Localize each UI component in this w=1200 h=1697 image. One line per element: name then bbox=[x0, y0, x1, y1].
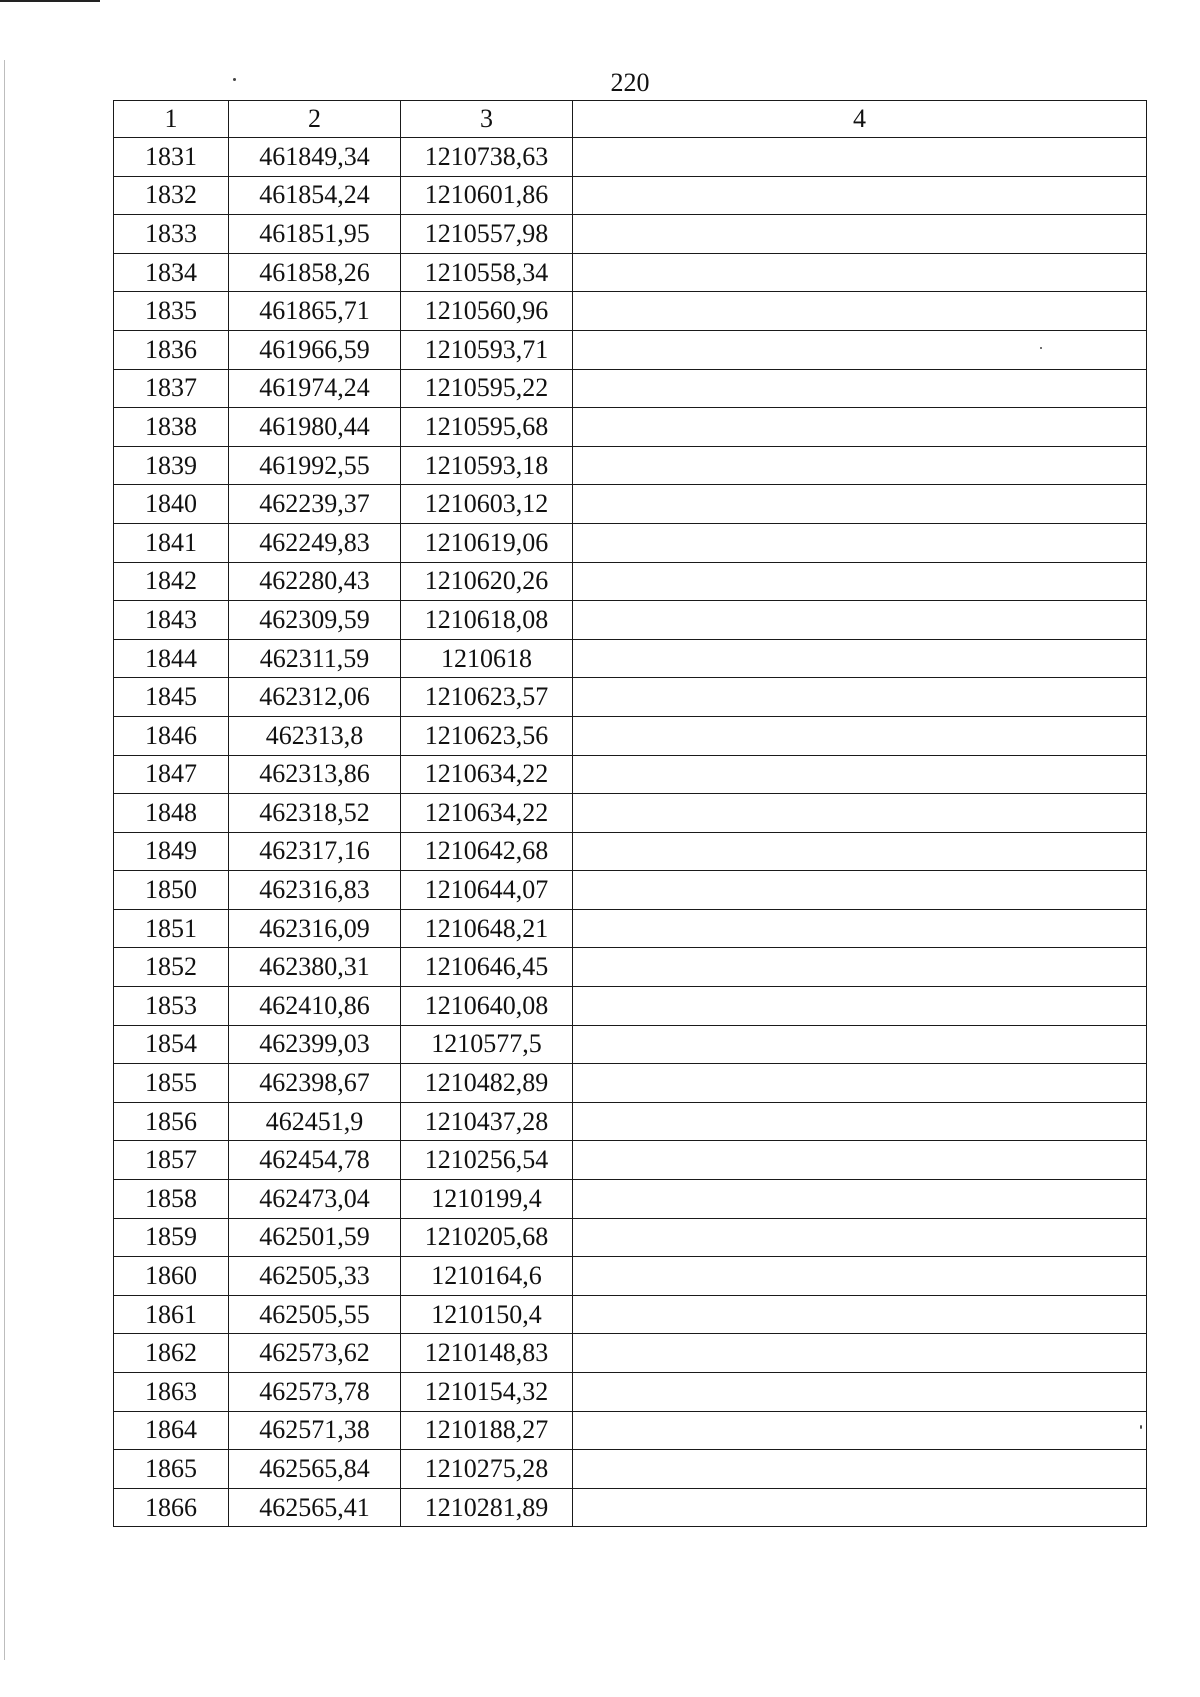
point-number-cell: 1866 bbox=[114, 1488, 229, 1527]
y-coordinate-cell: 1210640,08 bbox=[401, 987, 573, 1026]
x-coordinate-cell: 461851,95 bbox=[229, 215, 401, 254]
note-cell bbox=[573, 1064, 1147, 1103]
note-cell bbox=[573, 1334, 1147, 1373]
point-number-cell: 1858 bbox=[114, 1180, 229, 1219]
x-coordinate-cell: 461980,44 bbox=[229, 408, 401, 447]
x-coordinate-cell: 462380,31 bbox=[229, 948, 401, 987]
point-number-cell: 1838 bbox=[114, 408, 229, 447]
y-coordinate-cell: 1210558,34 bbox=[401, 253, 573, 292]
note-cell bbox=[573, 1488, 1147, 1527]
x-coordinate-cell: 462505,33 bbox=[229, 1257, 401, 1296]
x-coordinate-cell: 462573,78 bbox=[229, 1373, 401, 1412]
x-coordinate-cell: 462410,86 bbox=[229, 987, 401, 1026]
table-body bbox=[114, 138, 1147, 1527]
x-coordinate-cell: 462249,83 bbox=[229, 523, 401, 562]
table-row bbox=[114, 1025, 1147, 1064]
note-cell bbox=[573, 987, 1147, 1026]
y-coordinate-cell: 1210482,89 bbox=[401, 1064, 573, 1103]
table-row bbox=[114, 215, 1147, 254]
point-number-cell: 1861 bbox=[114, 1295, 229, 1334]
x-coordinate-cell: 462505,55 bbox=[229, 1295, 401, 1334]
note-cell bbox=[573, 1102, 1147, 1141]
table-row bbox=[114, 1488, 1147, 1527]
y-coordinate-cell: 1210256,54 bbox=[401, 1141, 573, 1180]
point-number-cell: 1846 bbox=[114, 716, 229, 755]
note-cell bbox=[573, 1373, 1147, 1412]
point-number-cell: 1840 bbox=[114, 485, 229, 524]
point-number-cell: 1850 bbox=[114, 871, 229, 910]
point-number-cell: 1837 bbox=[114, 369, 229, 408]
point-number-cell: 1831 bbox=[114, 138, 229, 177]
note-cell bbox=[573, 639, 1147, 678]
note-cell bbox=[573, 292, 1147, 331]
x-coordinate-cell: 462313,86 bbox=[229, 755, 401, 794]
note-cell bbox=[573, 369, 1147, 408]
x-coordinate-cell: 462239,37 bbox=[229, 485, 401, 524]
table-row bbox=[114, 987, 1147, 1026]
point-number-cell: 1839 bbox=[114, 446, 229, 485]
note-cell bbox=[573, 678, 1147, 717]
scan-speck bbox=[233, 78, 236, 81]
table-row bbox=[114, 832, 1147, 871]
x-coordinate-cell: 462311,59 bbox=[229, 639, 401, 678]
table-row bbox=[114, 948, 1147, 987]
x-coordinate-cell: 461966,59 bbox=[229, 330, 401, 369]
y-coordinate-cell: 1210593,71 bbox=[401, 330, 573, 369]
x-coordinate-cell: 461858,26 bbox=[229, 253, 401, 292]
note-cell bbox=[573, 1295, 1147, 1334]
x-coordinate-cell: 461865,71 bbox=[229, 292, 401, 331]
column-header-2: 2 bbox=[229, 101, 401, 138]
y-coordinate-cell: 1210164,6 bbox=[401, 1257, 573, 1296]
point-number-cell: 1859 bbox=[114, 1218, 229, 1257]
y-coordinate-cell: 1210205,68 bbox=[401, 1218, 573, 1257]
table-row bbox=[114, 794, 1147, 833]
point-number-cell: 1862 bbox=[114, 1334, 229, 1373]
point-number-cell: 1832 bbox=[114, 176, 229, 215]
note-cell bbox=[573, 794, 1147, 833]
y-coordinate-cell: 1210646,45 bbox=[401, 948, 573, 987]
point-number-cell: 1843 bbox=[114, 601, 229, 640]
y-coordinate-cell: 1210603,12 bbox=[401, 485, 573, 524]
point-number-cell: 1849 bbox=[114, 832, 229, 871]
note-cell bbox=[573, 408, 1147, 447]
x-coordinate-cell: 462454,78 bbox=[229, 1141, 401, 1180]
table-row bbox=[114, 639, 1147, 678]
y-coordinate-cell: 1210281,89 bbox=[401, 1488, 573, 1527]
x-coordinate-cell: 462565,41 bbox=[229, 1488, 401, 1527]
x-coordinate-cell: 462317,16 bbox=[229, 832, 401, 871]
point-number-cell: 1853 bbox=[114, 987, 229, 1026]
point-number-cell: 1863 bbox=[114, 1373, 229, 1412]
note-cell bbox=[573, 523, 1147, 562]
y-coordinate-cell: 1210595,68 bbox=[401, 408, 573, 447]
table-row bbox=[114, 330, 1147, 369]
x-coordinate-cell: 462399,03 bbox=[229, 1025, 401, 1064]
table-row bbox=[114, 523, 1147, 562]
point-number-cell: 1842 bbox=[114, 562, 229, 601]
y-coordinate-cell: 1210642,68 bbox=[401, 832, 573, 871]
y-coordinate-cell: 1210634,22 bbox=[401, 794, 573, 833]
note-cell bbox=[573, 1411, 1147, 1450]
note-cell bbox=[573, 1257, 1147, 1296]
note-cell bbox=[573, 176, 1147, 215]
x-coordinate-cell: 462316,83 bbox=[229, 871, 401, 910]
note-cell bbox=[573, 330, 1147, 369]
note-cell bbox=[573, 1218, 1147, 1257]
y-coordinate-cell: 1210623,56 bbox=[401, 716, 573, 755]
point-number-cell: 1845 bbox=[114, 678, 229, 717]
y-coordinate-cell: 1210275,28 bbox=[401, 1450, 573, 1489]
table-row bbox=[114, 1141, 1147, 1180]
column-header-4: 4 bbox=[573, 101, 1147, 138]
point-number-cell: 1833 bbox=[114, 215, 229, 254]
note-cell bbox=[573, 1141, 1147, 1180]
y-coordinate-cell: 1210634,22 bbox=[401, 755, 573, 794]
table-row bbox=[114, 678, 1147, 717]
table-row bbox=[114, 292, 1147, 331]
x-coordinate-cell: 462451,9 bbox=[229, 1102, 401, 1141]
table-row bbox=[114, 716, 1147, 755]
note-cell bbox=[573, 253, 1147, 292]
y-coordinate-cell: 1210619,06 bbox=[401, 523, 573, 562]
x-coordinate-cell: 462280,43 bbox=[229, 562, 401, 601]
point-number-cell: 1841 bbox=[114, 523, 229, 562]
y-coordinate-cell: 1210560,96 bbox=[401, 292, 573, 331]
column-header-3: 3 bbox=[401, 101, 573, 138]
table-row bbox=[114, 408, 1147, 447]
x-coordinate-cell: 462312,06 bbox=[229, 678, 401, 717]
scan-edge-shadow bbox=[4, 60, 5, 1660]
y-coordinate-cell: 1210437,28 bbox=[401, 1102, 573, 1141]
y-coordinate-cell: 1210593,18 bbox=[401, 446, 573, 485]
table-row bbox=[114, 1064, 1147, 1103]
point-number-cell: 1864 bbox=[114, 1411, 229, 1450]
x-coordinate-cell: 462318,52 bbox=[229, 794, 401, 833]
page-number: 220 bbox=[610, 68, 650, 97]
scan-edge-rule bbox=[0, 0, 100, 2]
point-number-cell: 1835 bbox=[114, 292, 229, 331]
x-coordinate-cell: 462571,38 bbox=[229, 1411, 401, 1450]
x-coordinate-cell: 461974,24 bbox=[229, 369, 401, 408]
point-number-cell: 1848 bbox=[114, 794, 229, 833]
x-coordinate-cell: 462316,09 bbox=[229, 909, 401, 948]
table-row bbox=[114, 138, 1147, 177]
point-number-cell: 1836 bbox=[114, 330, 229, 369]
point-number-cell: 1852 bbox=[114, 948, 229, 987]
y-coordinate-cell: 1210644,07 bbox=[401, 871, 573, 910]
note-cell bbox=[573, 755, 1147, 794]
table-row bbox=[114, 601, 1147, 640]
note-cell bbox=[573, 1025, 1147, 1064]
note-cell bbox=[573, 215, 1147, 254]
table-row bbox=[114, 909, 1147, 948]
point-number-cell: 1855 bbox=[114, 1064, 229, 1103]
point-number-cell: 1860 bbox=[114, 1257, 229, 1296]
x-coordinate-cell: 462473,04 bbox=[229, 1180, 401, 1219]
x-coordinate-cell: 462309,59 bbox=[229, 601, 401, 640]
table-row bbox=[114, 1411, 1147, 1450]
table-row bbox=[114, 253, 1147, 292]
y-coordinate-cell: 1210150,4 bbox=[401, 1295, 573, 1334]
table-row bbox=[114, 369, 1147, 408]
y-coordinate-cell: 1210618,08 bbox=[401, 601, 573, 640]
table-row bbox=[114, 1334, 1147, 1373]
x-coordinate-cell: 462501,59 bbox=[229, 1218, 401, 1257]
point-number-cell: 1834 bbox=[114, 253, 229, 292]
x-coordinate-cell: 461854,24 bbox=[229, 176, 401, 215]
note-cell bbox=[573, 485, 1147, 524]
table-row bbox=[114, 1257, 1147, 1296]
point-number-cell: 1851 bbox=[114, 909, 229, 948]
table-row bbox=[114, 1102, 1147, 1141]
y-coordinate-cell: 1210199,4 bbox=[401, 1180, 573, 1219]
y-coordinate-cell: 1210738,63 bbox=[401, 138, 573, 177]
x-coordinate-cell: 462573,62 bbox=[229, 1334, 401, 1373]
y-coordinate-cell: 1210557,98 bbox=[401, 215, 573, 254]
table-row bbox=[114, 1450, 1147, 1489]
coordinates-table bbox=[113, 100, 1147, 1527]
x-coordinate-cell: 462565,84 bbox=[229, 1450, 401, 1489]
table-row bbox=[114, 446, 1147, 485]
note-cell bbox=[573, 871, 1147, 910]
y-coordinate-cell: 1210648,21 bbox=[401, 909, 573, 948]
point-number-cell: 1856 bbox=[114, 1102, 229, 1141]
y-coordinate-cell: 1210623,57 bbox=[401, 678, 573, 717]
table-row bbox=[114, 485, 1147, 524]
note-cell bbox=[573, 601, 1147, 640]
point-number-cell: 1844 bbox=[114, 639, 229, 678]
note-cell bbox=[573, 1180, 1147, 1219]
y-coordinate-cell: 1210595,22 bbox=[401, 369, 573, 408]
table-header-row bbox=[114, 101, 1147, 138]
note-cell bbox=[573, 1450, 1147, 1489]
table-row bbox=[114, 871, 1147, 910]
y-coordinate-cell: 1210154,32 bbox=[401, 1373, 573, 1412]
point-number-cell: 1857 bbox=[114, 1141, 229, 1180]
x-coordinate-cell: 461992,55 bbox=[229, 446, 401, 485]
x-coordinate-cell: 461849,34 bbox=[229, 138, 401, 177]
point-number-cell: 1854 bbox=[114, 1025, 229, 1064]
table-row bbox=[114, 176, 1147, 215]
table-row bbox=[114, 562, 1147, 601]
note-cell bbox=[573, 832, 1147, 871]
y-coordinate-cell: 1210601,86 bbox=[401, 176, 573, 215]
point-number-cell: 1847 bbox=[114, 755, 229, 794]
note-cell bbox=[573, 562, 1147, 601]
note-cell bbox=[573, 446, 1147, 485]
note-cell bbox=[573, 138, 1147, 177]
y-coordinate-cell: 1210620,26 bbox=[401, 562, 573, 601]
y-coordinate-cell: 1210188,27 bbox=[401, 1411, 573, 1450]
y-coordinate-cell: 1210148,83 bbox=[401, 1334, 573, 1373]
note-cell bbox=[573, 948, 1147, 987]
point-number-cell: 1865 bbox=[114, 1450, 229, 1489]
y-coordinate-cell: 1210618 bbox=[401, 639, 573, 678]
note-cell bbox=[573, 909, 1147, 948]
x-coordinate-cell: 462398,67 bbox=[229, 1064, 401, 1103]
table-row bbox=[114, 1373, 1147, 1412]
table-row bbox=[114, 1180, 1147, 1219]
note-cell bbox=[573, 716, 1147, 755]
column-header-1: 1 bbox=[114, 101, 229, 138]
table-row bbox=[114, 1295, 1147, 1334]
y-coordinate-cell: 1210577,5 bbox=[401, 1025, 573, 1064]
x-coordinate-cell: 462313,8 bbox=[229, 716, 401, 755]
table-row bbox=[114, 755, 1147, 794]
table-row bbox=[114, 1218, 1147, 1257]
